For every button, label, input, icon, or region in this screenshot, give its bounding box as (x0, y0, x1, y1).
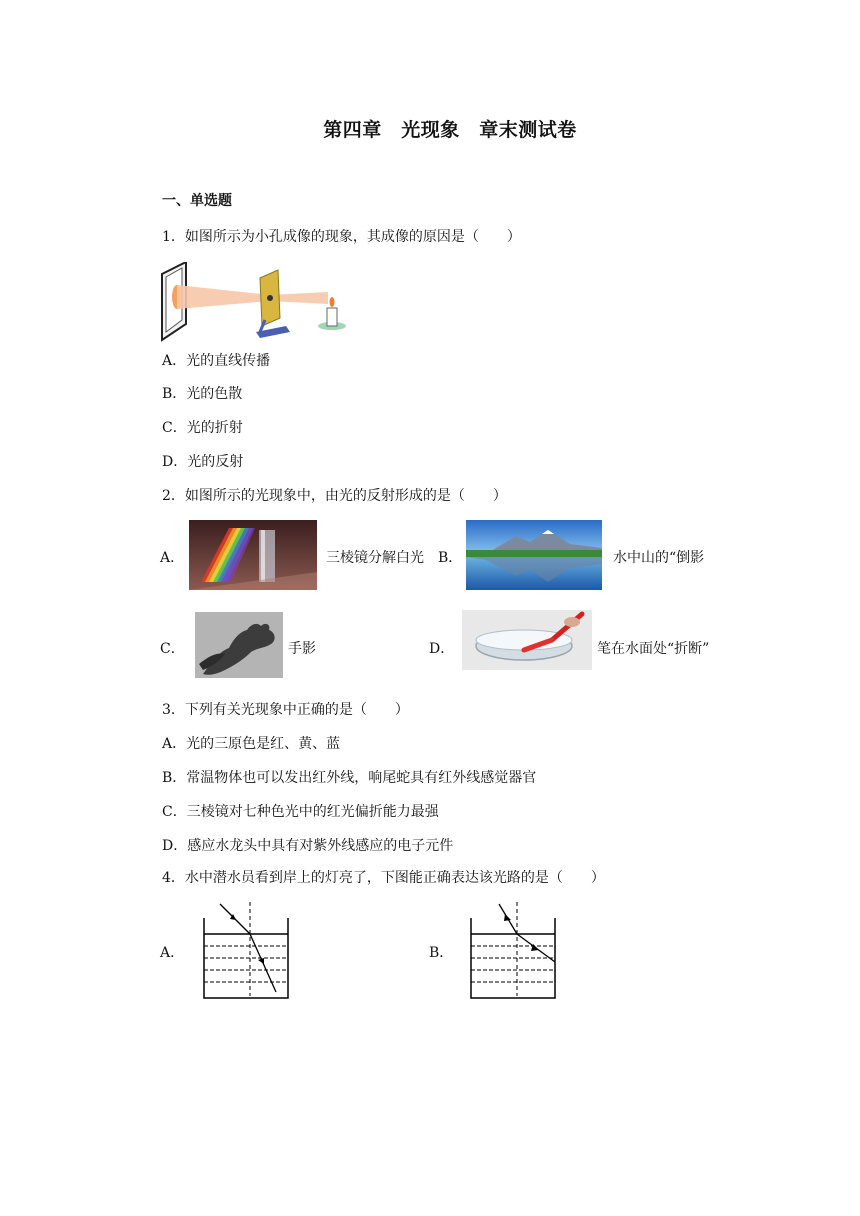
pinhole-camera-figure (160, 262, 360, 342)
option-d-label: D． (429, 641, 455, 657)
question-1-stem: 1．如图所示为小孔成像的现象，其成像的原因是（ ） (162, 229, 521, 245)
question-1-option-d: D．光的反射 (162, 454, 244, 470)
section-heading: 一、单选题 (162, 193, 232, 209)
question-3-option-d: D．感应水龙头中具有对紫外线感应的电子元件 (162, 838, 454, 854)
option-b-caption: 水中山的“倒影 (613, 550, 705, 566)
option-b-label: B． (429, 945, 454, 961)
question-3-option-b: B．常温物体也可以发出红外线，响尾蛇具有红外线感觉器官 (162, 770, 537, 786)
option-c-label: C． (160, 641, 185, 657)
option-a-label: A． (160, 550, 185, 566)
question-1-option-a: A．光的直线传播 (162, 353, 271, 369)
page-title: 第四章 光现象 章末测试卷 (323, 119, 577, 141)
question-2-stem: 2．如图所示的光现象中，由光的反射形成的是（ ） (162, 488, 507, 504)
light-path-diagram-a (200, 900, 292, 1000)
light-path-diagram-b (467, 900, 559, 1000)
option-a-caption: 三棱镜分解白光 (326, 550, 424, 566)
question-3-stem: 3．下列有关光现象中正确的是（ ） (162, 702, 409, 718)
option-a-label: A． (160, 945, 185, 961)
mountain-reflection-image (466, 520, 602, 590)
hand-shadow-image (195, 612, 283, 678)
option-b-label: B． (438, 550, 463, 566)
question-3-option-c: C．三棱镜对七种色光中的红光偏折能力最强 (162, 804, 439, 820)
option-c-caption: 手影 (288, 641, 316, 657)
bent-pencil-image (462, 610, 592, 670)
question-4-stem: 4．水中潜水员看到岸上的灯亮了，下图能正确表达该光路的是（ ） (162, 870, 605, 886)
option-d-caption: 笔在水面处“折断” (597, 641, 710, 657)
question-1-option-c: C．光的折射 (162, 420, 243, 436)
question-3-option-a: A．光的三原色是红、黄、蓝 (162, 736, 341, 752)
prism-dispersion-image (189, 520, 317, 590)
question-1-option-b: B．光的色散 (162, 386, 243, 402)
